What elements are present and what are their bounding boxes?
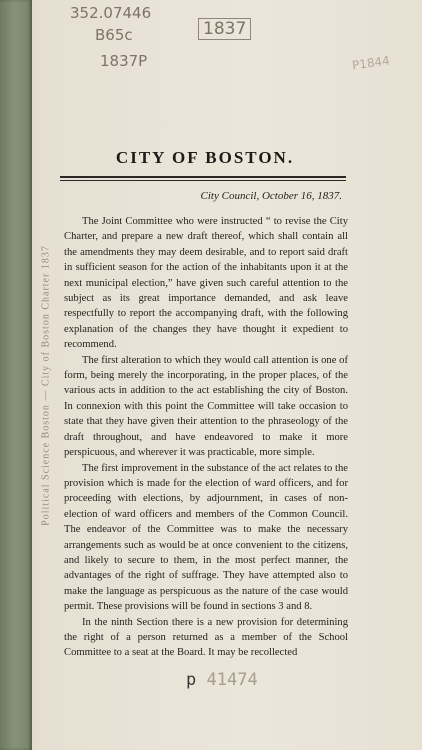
accession-stamp (186, 670, 258, 690)
heading-rule-thick (60, 176, 346, 178)
dateline: City Council, October 16, 1837. (200, 190, 342, 202)
paragraph: The first improvement in the substance of the act relates to the provision which is made for the election of ward officers, and for proceeding with elections, by adjournment, in cases of non-election of ward officers and members of the Common Council. The endeavor of the Committee was to make the necessary arrangements such as would be at once convenient to the citizens, and likely to secure to them, in the most perfect manner, the advantages of the right of suffrage. They have attempted also to make the language as perspicuous as the nature of the case would permit. These provisions will be found in sections 3 and 8. (64, 462, 348, 613)
pencil-faint-note: P1844 (351, 53, 391, 73)
document-heading: CITY OF BOSTON. (115, 148, 295, 167)
paragraph: The Joint Committee who were instructed “ to revise the City Charter, and prepare a new draft thereof, which shall contain all the amendments they may deem desirable, and to report said draft in sufficient season for the action of the inhabitants upon it at the next municipal election,” have given such careful attention to the subject as its great importance demanded, and ask leave respectfully to report the accompanying draft, with the following explanation of the changes they have thought it expedient to recommend. (64, 216, 348, 351)
paragraph: The first alteration to which they would call attention is one of form, being merely the incorporating, in the proper places, of the various acts in addition to the act establishing the city of Boston. In connexion with this point the Committee will take occasion to state that they have given their attention to the phraseology of the draft throughout, and have endeavored to make it more perspicuous, and wherever it was practicable, more simple. (64, 354, 348, 459)
pencil-year-box: 1837 (198, 18, 251, 40)
pencil-call-number-3: 1837P (100, 52, 148, 70)
spine-label-text: Political Science Boston — City of Boston Charter 1837 (40, 245, 52, 526)
stamp-prefix: p (186, 670, 197, 690)
spine-label (36, 20, 50, 740)
stamp-number: 41474 (206, 670, 258, 690)
body-text (64, 214, 348, 661)
heading-rule-thin (60, 180, 346, 181)
pencil-call-number-2: B65c (95, 26, 133, 44)
paragraph: In the ninth Section there is a new provision for determining the right of a person returned as a member of the School Committee to a seat at the Board. It may be recollected (64, 616, 348, 659)
pencil-call-number-1: 352.07446 (70, 4, 152, 22)
book-spine (0, 0, 32, 750)
